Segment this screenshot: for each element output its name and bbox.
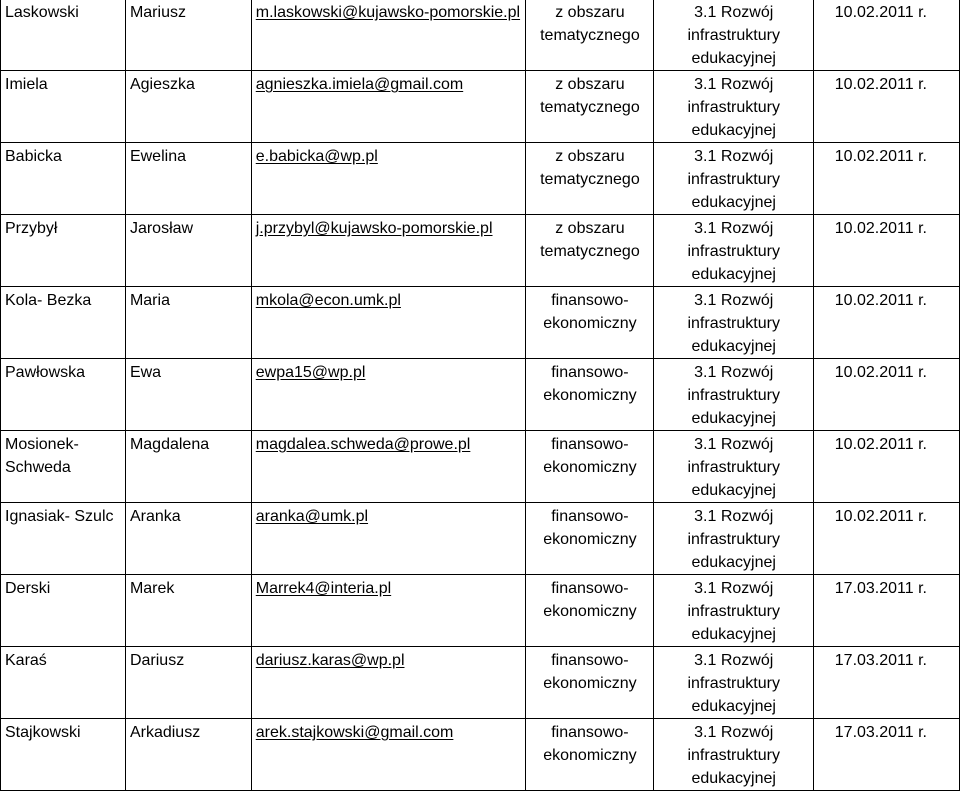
program-area-text: infrastruktury: [687, 675, 780, 692]
surname-cell: [1, 719, 126, 791]
category-text: finansowo-: [551, 508, 629, 525]
surname-cell: [1, 215, 126, 287]
category-text: z obszaru: [555, 76, 625, 93]
date-cell: [814, 431, 960, 503]
category-cell: [526, 431, 654, 503]
surname-cell: [1, 71, 126, 143]
email-link[interactable]: aranka@umk.pl: [255, 508, 369, 525]
program-area-cell: [654, 287, 814, 359]
surname-text: Stajkowski: [5, 724, 81, 741]
category-text: finansowo-: [551, 652, 629, 669]
email-cell: [251, 71, 526, 143]
category-cell: [526, 647, 654, 719]
first-name-cell: [125, 287, 251, 359]
category-cell: [526, 719, 654, 791]
table-row: [1, 143, 960, 215]
category-cell: [526, 359, 654, 431]
date-text: 10.02.2011 r.: [834, 436, 927, 453]
program-area-cell: [654, 71, 814, 143]
date-text: 10.02.2011 r.: [834, 4, 927, 21]
email-cell: [251, 287, 526, 359]
category-text: ekonomiczny: [543, 315, 637, 332]
program-area-cell: [654, 215, 814, 287]
program-area-text: 3.1 Rozwój: [694, 292, 774, 309]
category-text: z obszaru: [555, 148, 625, 165]
date-text: 17.03.2011 r.: [834, 724, 927, 741]
category-cell: [526, 143, 654, 215]
surname-text: Ignasiak- Szulc: [5, 508, 114, 525]
email-link[interactable]: agnieszka.imiela@gmail.com: [255, 76, 464, 93]
surname-text: Laskowski: [5, 4, 79, 21]
table-row: [1, 647, 960, 719]
program-area-text: infrastruktury: [687, 387, 780, 404]
program-area-text: edukacyjnej: [691, 698, 776, 715]
table-row: [1, 719, 960, 791]
category-text: finansowo-: [551, 580, 629, 597]
program-area-text: edukacyjnej: [691, 266, 776, 283]
table-row: [1, 215, 960, 287]
table-row: [1, 287, 960, 359]
surname-text: Imiela: [5, 76, 48, 93]
table-row: [1, 431, 960, 503]
category-text: ekonomiczny: [543, 387, 637, 404]
first-name-cell: [125, 71, 251, 143]
category-text: ekonomiczny: [543, 531, 637, 548]
surname-text: Babicka: [5, 148, 62, 165]
email-link[interactable]: magdalea.schweda@prowe.pl: [255, 436, 471, 453]
date-text: 17.03.2011 r.: [834, 652, 927, 669]
program-area-text: infrastruktury: [687, 747, 780, 764]
surname-cell: [1, 359, 126, 431]
table-row: [1, 0, 960, 71]
program-area-text: infrastruktury: [687, 27, 780, 44]
first-name-cell: [125, 143, 251, 215]
email-cell: [251, 0, 526, 71]
program-area-text: infrastruktury: [687, 99, 780, 116]
surname-text: Derski: [5, 580, 51, 597]
program-area-text: infrastruktury: [687, 171, 780, 188]
surname-text: Mosionek-: [5, 436, 79, 453]
date-text: 10.02.2011 r.: [834, 76, 927, 93]
email-cell: [251, 719, 526, 791]
email-link[interactable]: mkola@econ.umk.pl: [255, 292, 401, 309]
category-text: tematycznego: [540, 27, 640, 44]
surname-text: Przybył: [5, 220, 58, 237]
first-name-cell: [125, 215, 251, 287]
first-name-text: Aranka: [129, 508, 181, 525]
first-name-cell: [125, 575, 251, 647]
program-area-text: edukacyjnej: [691, 410, 776, 427]
email-link[interactable]: Marrek4@interia.pl: [255, 580, 392, 597]
surname-cell: [1, 431, 126, 503]
date-cell: [814, 647, 960, 719]
program-area-cell: [654, 575, 814, 647]
category-text: tematycznego: [540, 99, 640, 116]
program-area-text: infrastruktury: [687, 459, 780, 476]
date-cell: [814, 143, 960, 215]
email-link[interactable]: arek.stajkowski@gmail.com: [255, 724, 454, 741]
program-area-cell: [654, 359, 814, 431]
email-cell: [251, 503, 526, 575]
first-name-cell: [125, 503, 251, 575]
email-link[interactable]: e.babicka@wp.pl: [255, 148, 378, 165]
category-text: ekonomiczny: [543, 459, 637, 476]
date-text: 10.02.2011 r.: [834, 292, 927, 309]
category-text: z obszaru: [555, 4, 625, 21]
program-area-text: edukacyjnej: [691, 194, 776, 211]
program-area-cell: [654, 0, 814, 71]
first-name-text: Arkadiusz: [129, 724, 201, 741]
email-cell: [251, 575, 526, 647]
table-body: [1, 0, 960, 791]
email-link[interactable]: m.laskowski@kujawsko-pomorskie.pl: [255, 4, 521, 21]
program-area-text: infrastruktury: [687, 531, 780, 548]
category-text: finansowo-: [551, 364, 629, 381]
category-text: ekonomiczny: [543, 675, 637, 692]
category-text: tematycznego: [540, 171, 640, 188]
program-area-text: edukacyjnej: [691, 770, 776, 787]
surname-cell: [1, 143, 126, 215]
table-row: [1, 575, 960, 647]
date-cell: [814, 575, 960, 647]
email-link[interactable]: dariusz.karas@wp.pl: [255, 652, 405, 669]
program-area-text: 3.1 Rozwój: [694, 580, 774, 597]
program-area-text: edukacyjnej: [691, 50, 776, 67]
program-area-text: infrastruktury: [687, 243, 780, 260]
date-cell: [814, 71, 960, 143]
program-area-text: 3.1 Rozwój: [694, 508, 774, 525]
category-text: tematycznego: [540, 243, 640, 260]
category-cell: [526, 575, 654, 647]
program-area-text: 3.1 Rozwój: [694, 4, 774, 21]
email-link[interactable]: ewpa15@wp.pl: [255, 364, 366, 381]
first-name-cell: [125, 647, 251, 719]
first-name-cell: [125, 0, 251, 71]
email-cell: [251, 359, 526, 431]
date-cell: [814, 503, 960, 575]
first-name-text: Agieszka: [129, 76, 195, 93]
program-area-cell: [654, 431, 814, 503]
program-area-cell: [654, 503, 814, 575]
category-text: z obszaru: [555, 220, 625, 237]
first-name-text: Maria: [129, 292, 170, 309]
program-area-text: 3.1 Rozwój: [694, 76, 774, 93]
category-cell: [526, 287, 654, 359]
date-cell: [814, 0, 960, 71]
table-row: [1, 359, 960, 431]
first-name-text: Marek: [129, 580, 175, 597]
category-text: finansowo-: [551, 436, 629, 453]
program-area-text: 3.1 Rozwój: [694, 364, 774, 381]
category-cell: [526, 215, 654, 287]
program-area-text: edukacyjnej: [691, 554, 776, 571]
surname-cell: [1, 575, 126, 647]
surname-text: Pawłowska: [5, 364, 86, 381]
program-area-text: edukacyjnej: [691, 626, 776, 643]
email-cell: [251, 143, 526, 215]
category-text: finansowo-: [551, 724, 629, 741]
email-link[interactable]: j.przybyl@kujawsko-pomorskie.pl: [255, 220, 493, 237]
category-text: finansowo-: [551, 292, 629, 309]
program-area-text: 3.1 Rozwój: [694, 148, 774, 165]
program-area-text: edukacyjnej: [691, 338, 776, 355]
email-cell: [251, 431, 526, 503]
category-cell: [526, 503, 654, 575]
first-name-cell: [125, 431, 251, 503]
program-area-text: infrastruktury: [687, 315, 780, 332]
date-cell: [814, 719, 960, 791]
date-text: 10.02.2011 r.: [834, 508, 927, 525]
surname-cell: [1, 0, 126, 71]
first-name-text: Ewa: [129, 364, 162, 381]
first-name-text: Magdalena: [129, 436, 210, 453]
program-area-text: 3.1 Rozwój: [694, 724, 774, 741]
program-area-text: infrastruktury: [687, 603, 780, 620]
first-name-text: Dariusz: [129, 652, 185, 669]
surname-cell: [1, 287, 126, 359]
program-area-text: 3.1 Rozwój: [694, 220, 774, 237]
surname-text: Kola- Bezka: [5, 292, 92, 309]
first-name-cell: [125, 719, 251, 791]
program-area-cell: [654, 647, 814, 719]
surname-text: Karaś: [5, 652, 47, 669]
surname-cell: [1, 647, 126, 719]
surname-cell: [1, 503, 126, 575]
date-cell: [814, 359, 960, 431]
surname-text: Schweda: [5, 459, 71, 476]
first-name-text: Jarosław: [129, 220, 194, 237]
program-area-cell: [654, 143, 814, 215]
program-area-text: edukacyjnej: [691, 482, 776, 499]
email-cell: [251, 215, 526, 287]
date-cell: [814, 287, 960, 359]
date-text: 10.02.2011 r.: [834, 220, 927, 237]
category-text: ekonomiczny: [543, 603, 637, 620]
category-text: ekonomiczny: [543, 747, 637, 764]
program-area-cell: [654, 719, 814, 791]
program-area-text: 3.1 Rozwój: [694, 436, 774, 453]
table-row: [1, 71, 960, 143]
first-name-cell: [125, 359, 251, 431]
category-cell: [526, 0, 654, 71]
date-text: 10.02.2011 r.: [834, 148, 927, 165]
table-row: [1, 503, 960, 575]
program-area-text: 3.1 Rozwój: [694, 652, 774, 669]
date-text: 17.03.2011 r.: [834, 580, 927, 597]
first-name-text: Mariusz: [129, 4, 186, 21]
first-name-text: Ewelina: [129, 148, 186, 165]
date-cell: [814, 215, 960, 287]
category-cell: [526, 71, 654, 143]
date-text: 10.02.2011 r.: [834, 364, 927, 381]
email-cell: [251, 647, 526, 719]
program-area-text: edukacyjnej: [691, 122, 776, 139]
